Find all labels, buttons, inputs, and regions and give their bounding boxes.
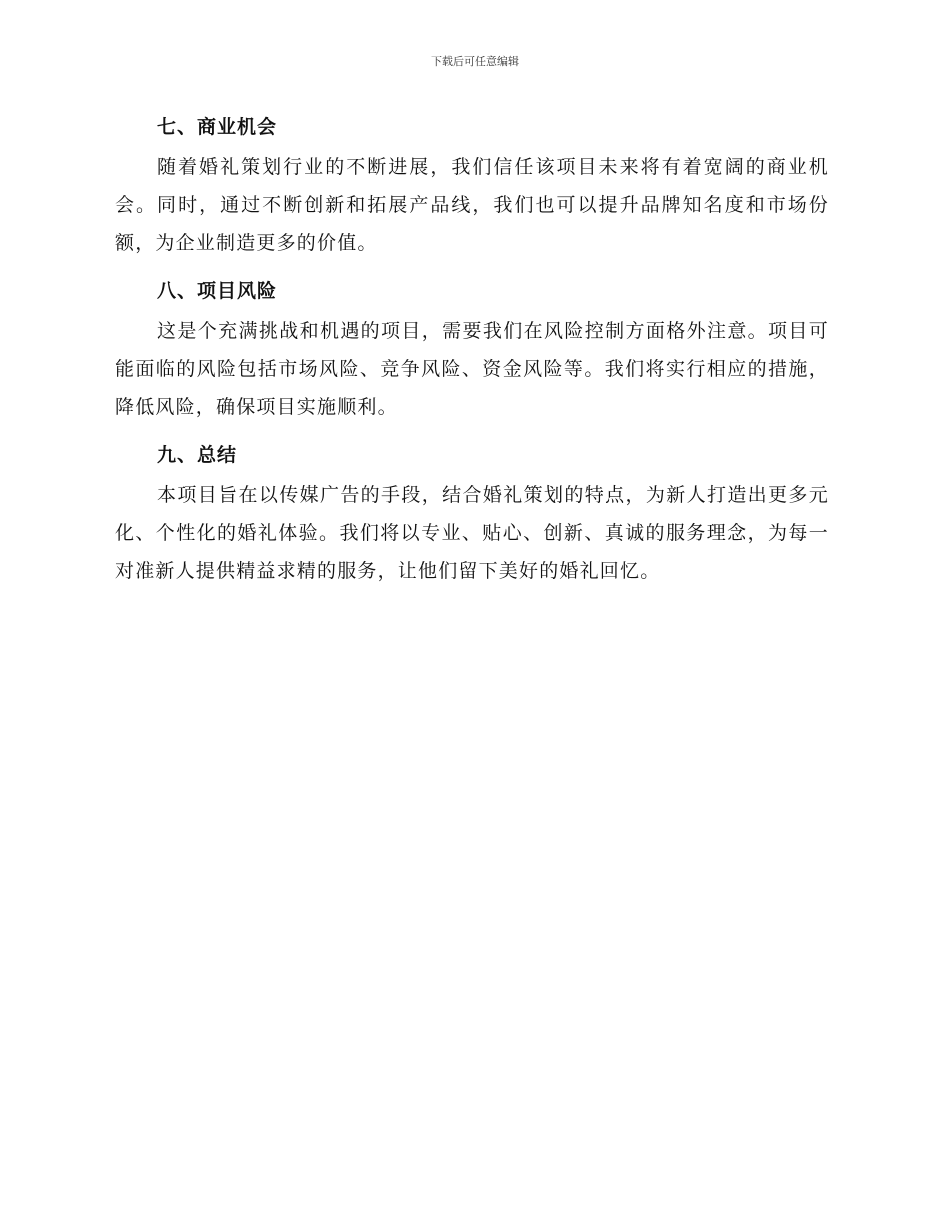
section-title: 八、项目风险 bbox=[157, 280, 278, 302]
section-paragraph: 本项目旨在以传媒广告的手段，结合婚礼策划的特点，为新人打造出更多元化、个性化的婚礼体验。我们将以专业、贴心、创新、真诚的服务理念，为每一对准新人提供精益求精的服务，让他们留下美好的婚礼回忆。 bbox=[115, 484, 829, 582]
section-title: 九、总结 bbox=[157, 444, 238, 466]
section-paragraph: 这是个充满挑战和机遇的项目，需要我们在风险控制方面格外注意。项目可能面临的风险包括市场风险、竞争风险、资金风险等。我们将实行相应的措施，降低风险，确保项目实施顺利。 bbox=[115, 320, 829, 418]
section-paragraph: 随着婚礼策划行业的不断进展，我们信任该项目未来将有着宽阔的商业机会。同时，通过不断创新和拓展产品线，我们也可以提升品牌知名度和市场份额，为企业制造更多的价值。 bbox=[115, 156, 829, 254]
section-business-opportunity bbox=[115, 110, 829, 262]
section-title: 七、商业机会 bbox=[157, 116, 278, 138]
section-project-risk bbox=[115, 274, 829, 426]
document-content bbox=[115, 110, 829, 602]
header-note: 下载后可任意编辑 bbox=[431, 55, 519, 68]
section-summary bbox=[115, 438, 829, 590]
